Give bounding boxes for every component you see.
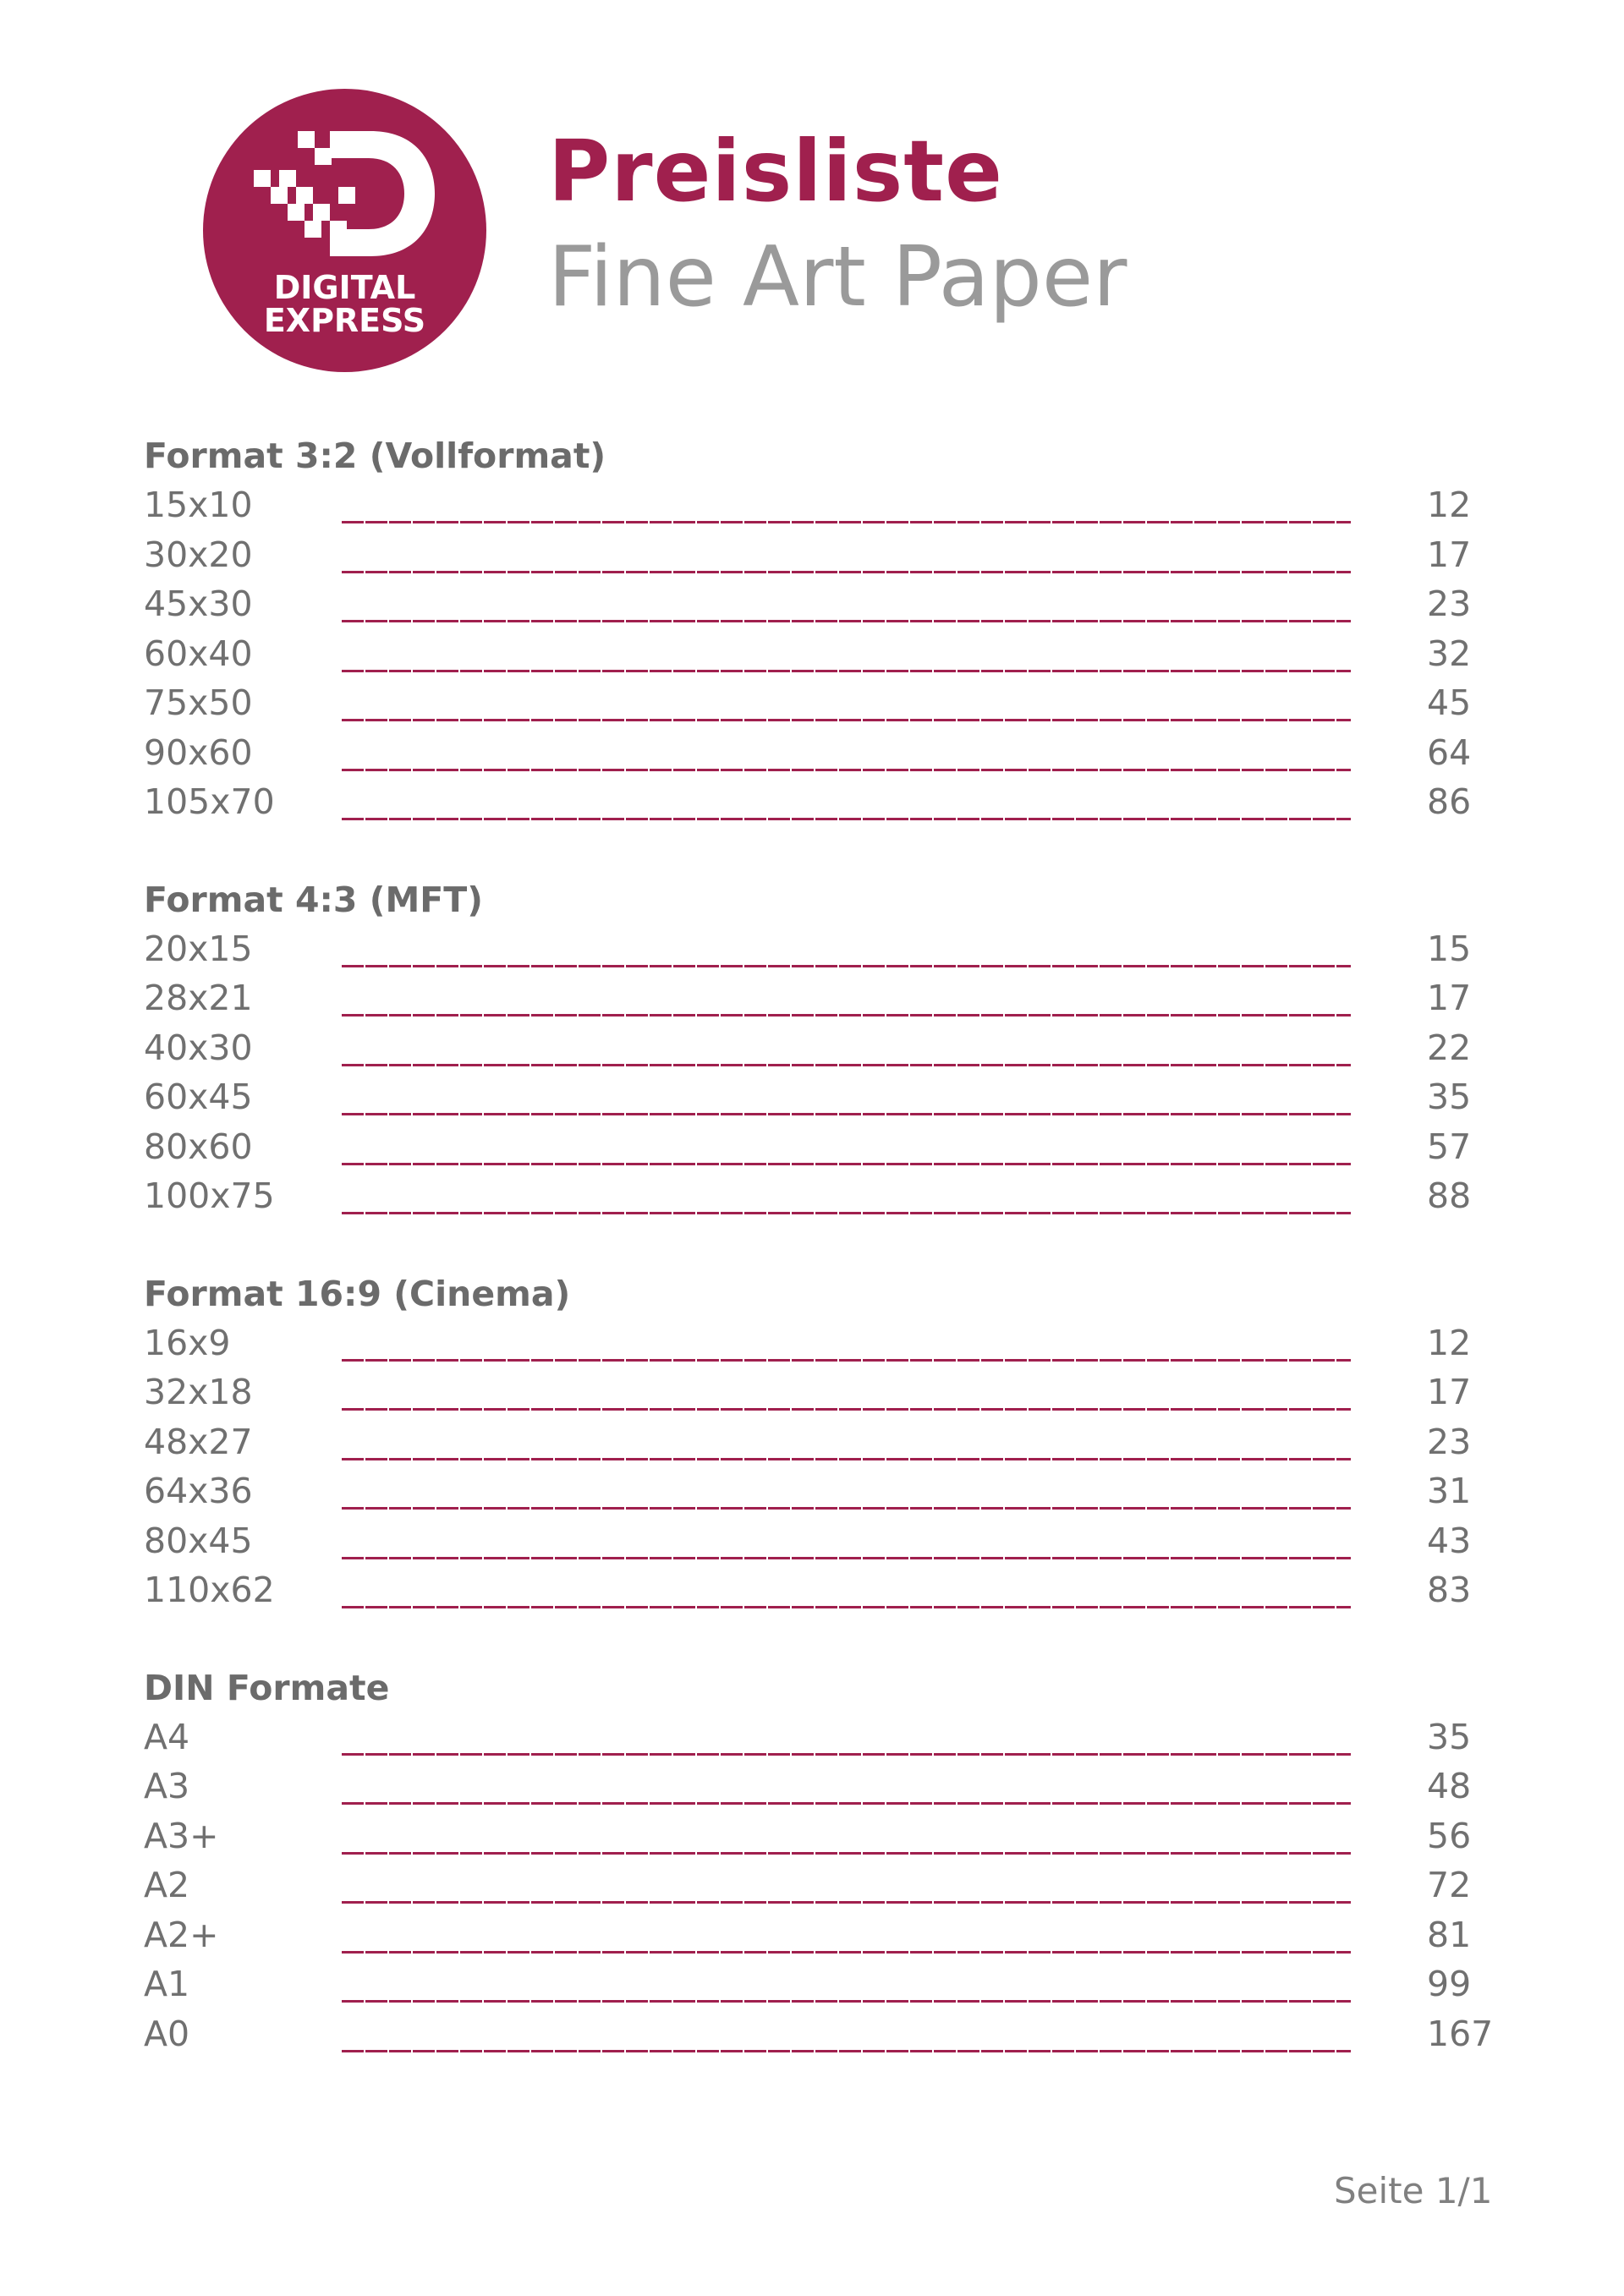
price-value: 12 bbox=[1427, 1322, 1472, 1363]
price-value: 86 bbox=[1427, 781, 1472, 822]
leader-line bbox=[342, 965, 1351, 967]
size-label: A1 bbox=[144, 1964, 190, 2004]
price-row bbox=[144, 1910, 1497, 1960]
price-value: 17 bbox=[1427, 534, 1472, 575]
price-value: 88 bbox=[1427, 1175, 1472, 1216]
price-row bbox=[144, 1318, 1497, 1368]
page-title: Preisliste bbox=[548, 122, 1003, 221]
size-label: 48x27 bbox=[144, 1421, 253, 1462]
price-row bbox=[144, 728, 1497, 778]
price-row bbox=[144, 1811, 1497, 1861]
leader-line bbox=[342, 1408, 1351, 1411]
leader-line bbox=[342, 1753, 1351, 1756]
price-value: 99 bbox=[1427, 1964, 1472, 2004]
price-value: 72 bbox=[1427, 1865, 1472, 1905]
size-label: 16x9 bbox=[144, 1322, 231, 1363]
leader-line bbox=[342, 620, 1351, 622]
leader-line bbox=[342, 1458, 1351, 1460]
price-row bbox=[144, 1417, 1497, 1467]
price-value: 64 bbox=[1427, 732, 1472, 773]
price-row bbox=[144, 777, 1497, 827]
price-value: 81 bbox=[1427, 1914, 1472, 1955]
leader-line bbox=[342, 2050, 1351, 2052]
section-title: DIN Formate bbox=[144, 1667, 390, 1708]
logo-text-line2: EXPRESS bbox=[263, 302, 426, 339]
size-label: 20x15 bbox=[144, 928, 253, 969]
price-row bbox=[144, 1959, 1497, 2009]
price-row bbox=[144, 530, 1497, 580]
leader-line bbox=[342, 1064, 1351, 1066]
leader-line bbox=[342, 1359, 1351, 1362]
leader-line bbox=[342, 818, 1351, 820]
price-value: 56 bbox=[1427, 1815, 1472, 1856]
size-label: 80x60 bbox=[144, 1126, 253, 1167]
price-row bbox=[144, 1565, 1497, 1615]
size-label: A0 bbox=[144, 2013, 190, 2054]
size-label: A2 bbox=[144, 1865, 190, 1905]
leader-line bbox=[342, 1802, 1351, 1805]
price-row bbox=[144, 1762, 1497, 1811]
price-row bbox=[144, 1367, 1497, 1417]
size-label: 105x70 bbox=[144, 781, 275, 822]
leader-line bbox=[342, 1507, 1351, 1510]
price-value: 43 bbox=[1427, 1520, 1472, 1561]
size-label: 40x30 bbox=[144, 1027, 253, 1068]
size-label: A3 bbox=[144, 1766, 190, 1806]
price-row bbox=[144, 1712, 1497, 1762]
leader-line bbox=[342, 2000, 1351, 2003]
price-row bbox=[144, 1023, 1497, 1073]
price-row bbox=[144, 579, 1497, 629]
leader-line bbox=[342, 1606, 1351, 1608]
leader-line bbox=[342, 769, 1351, 771]
leader-line bbox=[342, 1901, 1351, 1904]
page-header bbox=[203, 89, 1472, 372]
section-din-formate bbox=[144, 1663, 1497, 2059]
price-value: 23 bbox=[1427, 1421, 1472, 1462]
price-value: 17 bbox=[1427, 978, 1472, 1018]
size-label: 60x40 bbox=[144, 633, 253, 674]
size-label: 100x75 bbox=[144, 1175, 275, 1216]
price-value: 32 bbox=[1427, 633, 1472, 674]
section-format-16-9 bbox=[144, 1269, 1497, 1615]
digital-express-logo bbox=[203, 89, 486, 372]
size-label: 80x45 bbox=[144, 1520, 253, 1561]
size-label: A4 bbox=[144, 1716, 190, 1757]
price-value: 167 bbox=[1427, 2013, 1494, 2054]
size-label: 30x20 bbox=[144, 534, 253, 575]
price-row bbox=[144, 480, 1497, 530]
size-label: 32x18 bbox=[144, 1372, 253, 1412]
leader-line bbox=[342, 521, 1351, 523]
price-row bbox=[144, 1122, 1497, 1172]
price-value: 31 bbox=[1427, 1471, 1472, 1511]
price-value: 83 bbox=[1427, 1570, 1472, 1610]
price-value: 23 bbox=[1427, 584, 1472, 624]
price-list bbox=[144, 431, 1497, 2107]
leader-line bbox=[342, 1557, 1351, 1559]
price-row bbox=[144, 1466, 1497, 1516]
price-row bbox=[144, 2009, 1497, 2059]
page-number: Seite 1/1 bbox=[1334, 2170, 1493, 2211]
size-label: A3+ bbox=[144, 1815, 219, 1856]
section-title: Format 4:3 (MFT) bbox=[144, 879, 483, 920]
price-value: 35 bbox=[1427, 1077, 1472, 1117]
section-format-4-3 bbox=[144, 875, 1497, 1221]
leader-line bbox=[342, 1951, 1351, 1954]
size-label: 64x36 bbox=[144, 1471, 253, 1511]
price-row bbox=[144, 924, 1497, 974]
section-title: Format 16:9 (Cinema) bbox=[144, 1273, 571, 1314]
size-label: 75x50 bbox=[144, 682, 253, 723]
price-value: 35 bbox=[1427, 1716, 1472, 1757]
price-row bbox=[144, 973, 1497, 1023]
leader-line bbox=[342, 1113, 1351, 1115]
page-subtitle: Fine Art Paper bbox=[548, 229, 1127, 326]
price-row bbox=[144, 1516, 1497, 1566]
price-row bbox=[144, 1860, 1497, 1910]
size-label: 60x45 bbox=[144, 1077, 253, 1117]
price-row bbox=[144, 629, 1497, 679]
leader-line bbox=[342, 571, 1351, 573]
price-value: 45 bbox=[1427, 682, 1472, 723]
section-title: Format 3:2 (Vollformat) bbox=[144, 436, 606, 476]
section-format-3-2 bbox=[144, 431, 1497, 827]
leader-line bbox=[342, 670, 1351, 672]
size-label: 110x62 bbox=[144, 1570, 275, 1610]
size-label: 15x10 bbox=[144, 485, 253, 525]
logo-text-line1: DIGITAL bbox=[273, 269, 416, 306]
price-row bbox=[144, 678, 1497, 728]
leader-line bbox=[342, 1014, 1351, 1016]
price-value: 22 bbox=[1427, 1027, 1472, 1068]
price-value: 15 bbox=[1427, 928, 1472, 969]
size-label: A2+ bbox=[144, 1914, 219, 1955]
price-row bbox=[144, 1072, 1497, 1122]
price-value: 48 bbox=[1427, 1766, 1472, 1806]
size-label: 45x30 bbox=[144, 584, 253, 624]
leader-line bbox=[342, 1163, 1351, 1165]
size-label: 90x60 bbox=[144, 732, 253, 773]
size-label: 28x21 bbox=[144, 978, 253, 1018]
title-block bbox=[548, 121, 1127, 332]
price-value: 17 bbox=[1427, 1372, 1472, 1412]
leader-line bbox=[342, 719, 1351, 721]
price-row bbox=[144, 1171, 1497, 1221]
leader-line bbox=[342, 1852, 1351, 1855]
price-value: 12 bbox=[1427, 485, 1472, 525]
price-value: 57 bbox=[1427, 1126, 1472, 1167]
leader-line bbox=[342, 1212, 1351, 1214]
